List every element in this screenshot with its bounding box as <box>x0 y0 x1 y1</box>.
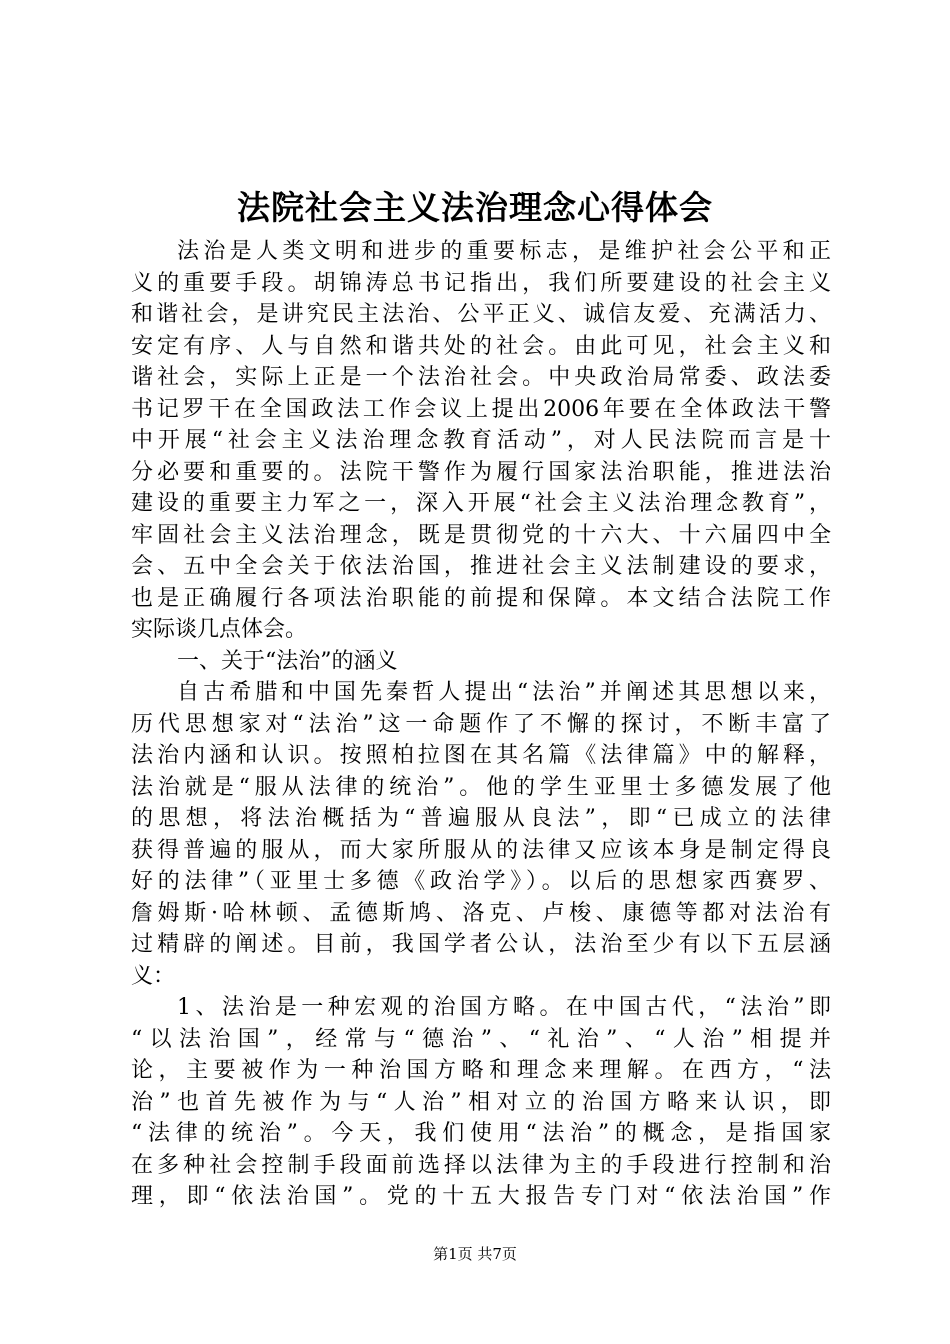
body-line: 安定有序、人与自然和谐共处的社会。由此可见，社会主义和 <box>131 333 831 359</box>
body-line: 建设的重要主力军之一，深入开展“社会主义法治理念教育”， <box>131 491 831 516</box>
body-line: 中开展“社会主义法治理念教育活动”，对人民法院而言是十 <box>131 428 831 453</box>
body-line: 詹姆斯·哈林顿、孟德斯鸠、洛克、卢梭、康德等都对法治有 <box>131 900 831 926</box>
body-line: 在多种社会控制手段面前选择以法律为主的手段进行控制和治 <box>131 1152 831 1178</box>
body-line: 治”也首先被作为与“人治”相对立的治国方略来认识，即 <box>131 1089 831 1115</box>
page-footer: 第1页 共7页 <box>433 1245 517 1263</box>
body-line: 历代思想家对“法治”这一命题作了不懈的探讨，不断丰富了 <box>131 711 831 737</box>
body-line: 书记罗干在全国政法工作会议上提出2006年要在全体政法干警 <box>131 396 831 422</box>
body-line: 好的法律”（亚里士多德《政治学》）。以后的思想家西赛罗、 <box>131 869 831 894</box>
body-line: 获得普遍的服从，而大家所服从的法律又应该本身是制定得良 <box>131 837 831 863</box>
document-body <box>131 236 831 1213</box>
body-line: 分必要和重要的。法院干警作为履行国家法治职能，推进法治 <box>131 459 831 485</box>
document-title: 法院社会主义法治理念心得体会 <box>237 188 713 227</box>
body-line: 一、关于“法治”的涵义 <box>177 648 398 674</box>
body-line: 自古希腊和中国先秦哲人提出“法治”并阐述其思想以来， <box>177 680 831 705</box>
body-line: 过精辟的阐述。目前，我国学者公认，法治至少有以下五层涵 <box>131 932 831 957</box>
body-line: 1、法治是一种宏观的治国方略。在中国古代，“法治”即 <box>177 995 831 1020</box>
body-line: 谐社会，实际上正是一个法治社会。中央政治局常委、政法委 <box>131 365 831 390</box>
body-line: “以法治国”，经常与“德治”、“礼治”、“人治”相提并 <box>131 1026 831 1052</box>
body-line: 会、五中全会关于依法治国，推进社会主义法制建设的要求， <box>131 554 831 579</box>
body-line: 也是正确履行各项法治职能的前提和保障。本文结合法院工作 <box>131 585 831 611</box>
body-line: 法治就是“服从法律的统治”。他的学生亚里士多德发展了他 <box>131 774 831 800</box>
body-line: 实际谈几点体会。 <box>131 617 308 642</box>
body-line: 和谐社会，是讲究民主法治、公平正义、诚信友爱、充满活力、 <box>131 302 831 327</box>
body-line: 论，主要被作为一种治国方略和理念来理解。在西方，“法 <box>131 1058 831 1083</box>
body-line: “法律的统治”。今天，我们使用“法治”的概念，是指国家 <box>131 1121 831 1146</box>
body-line: 牢固社会主义法治理念，既是贯彻党的十六大、十六届四中全 <box>131 522 831 548</box>
body-line: 法治内涵和认识。按照柏拉图在其名篇《法律篇》中的解释， <box>131 743 831 768</box>
body-line: 的思想，将法治概括为“普遍服从良法”，即“已成立的法律 <box>131 806 831 831</box>
body-line: 法治是人类文明和进步的重要标志，是维护社会公平和正 <box>177 239 831 264</box>
body-line: 理，即“依法治国”。党的十五大报告专门对“依法治国”作 <box>131 1184 831 1209</box>
body-line: 义的重要手段。胡锦涛总书记指出，我们所要建设的社会主义 <box>131 270 831 296</box>
body-line: 义： <box>131 963 176 989</box>
